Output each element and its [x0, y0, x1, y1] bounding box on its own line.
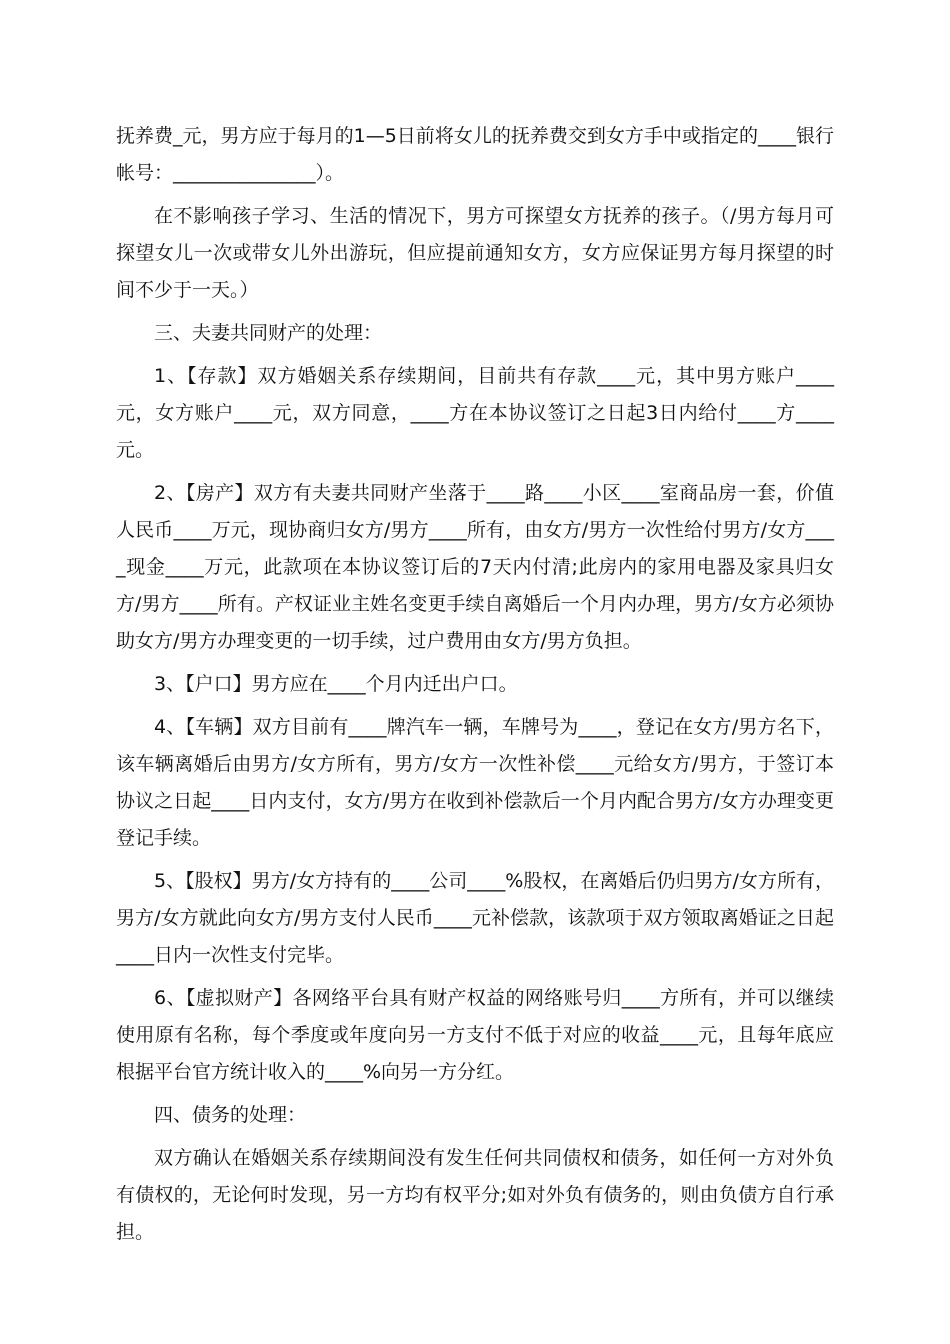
clause-household-registration: 3、【户口】男方应在____个月内迁出户口。 [154, 673, 518, 695]
paragraph-child-support-payment: 抚养费_元，男方应于每月的1—5日前将女儿的抚养费交到女方手中或指定的____银行帐号：_______________）。 [116, 125, 834, 184]
clause-vehicle: 4、【车辆】双方目前有____牌汽车一辆，车牌号为____，登记在女方/男方名下，该车辆离婚后由男方/女方所有，男方/女方一次性补偿____元给女方/男方，于签订本协议之日起____日内支付，女方/男方在收到补偿款后一个月内配合男方/女方办理变更登记手续。 [116, 716, 834, 849]
paragraph-debts: 双方确认在婚姻关系存续期间没有发生任何共同债权和债务，如任何一方对外负有债权的，无论何时发现，另一方均有权平分;如对外负有债务的，则由负债方自行承担。 [116, 1147, 834, 1243]
clause-deposits: 1、【存款】双方婚姻关系存续期间，目前共有存款____元，其中男方账户____元，女方账户____元，双方同意，____方在本协议签订之日起3日内给付____方____元。 [116, 365, 834, 461]
section-heading-joint-property: 三、夫妻共同财产的处理： [154, 322, 383, 344]
section-heading-debts: 四、债务的处理： [154, 1104, 307, 1126]
clause-equity: 5、【股权】男方/女方持有的____公司____%股权，在离婚后仍归男方/女方所有，男方/女方就此向女方/男方支付人民币____元补偿款，该款项于双方领取离婚证之日起____日内一次性支付完毕。 [116, 870, 834, 966]
paragraph-visitation: 在不影响孩子学习、生活的情况下，男方可探望女方抚养的孩子。（/男方每月可探望女儿一次或带女儿外出游玩，但应提前通知女方，女方应保证男方每月探望的时间不少于一天。） [116, 205, 834, 301]
clause-real-estate: 2、【房产】双方有夫妻共同财产坐落于____路____小区____室商品房一套，价值人民币____万元，现协商归女方/男方____所有，由女方/男方一次性给付男方/女方____现金____万元，此款项在本协议签订后的7天内付清;此房内的家用电器及家具归女方/男方____所有。产权证业主姓名变更手续自离婚后一个月内办理，男方/女方必须协助女方/男方办理变更的一切手续，过户费用由女方/男方负担。 [116, 482, 834, 652]
clause-virtual-property: 6、【虚拟财产】各网络平台具有财产权益的网络账号归____方所有，并可以继续使用原有名称，每个季度或年度向另一方支付不低于对应的收益____元，且每年底应根据平台官方统计收入的____%向另一方分红。 [116, 987, 834, 1083]
